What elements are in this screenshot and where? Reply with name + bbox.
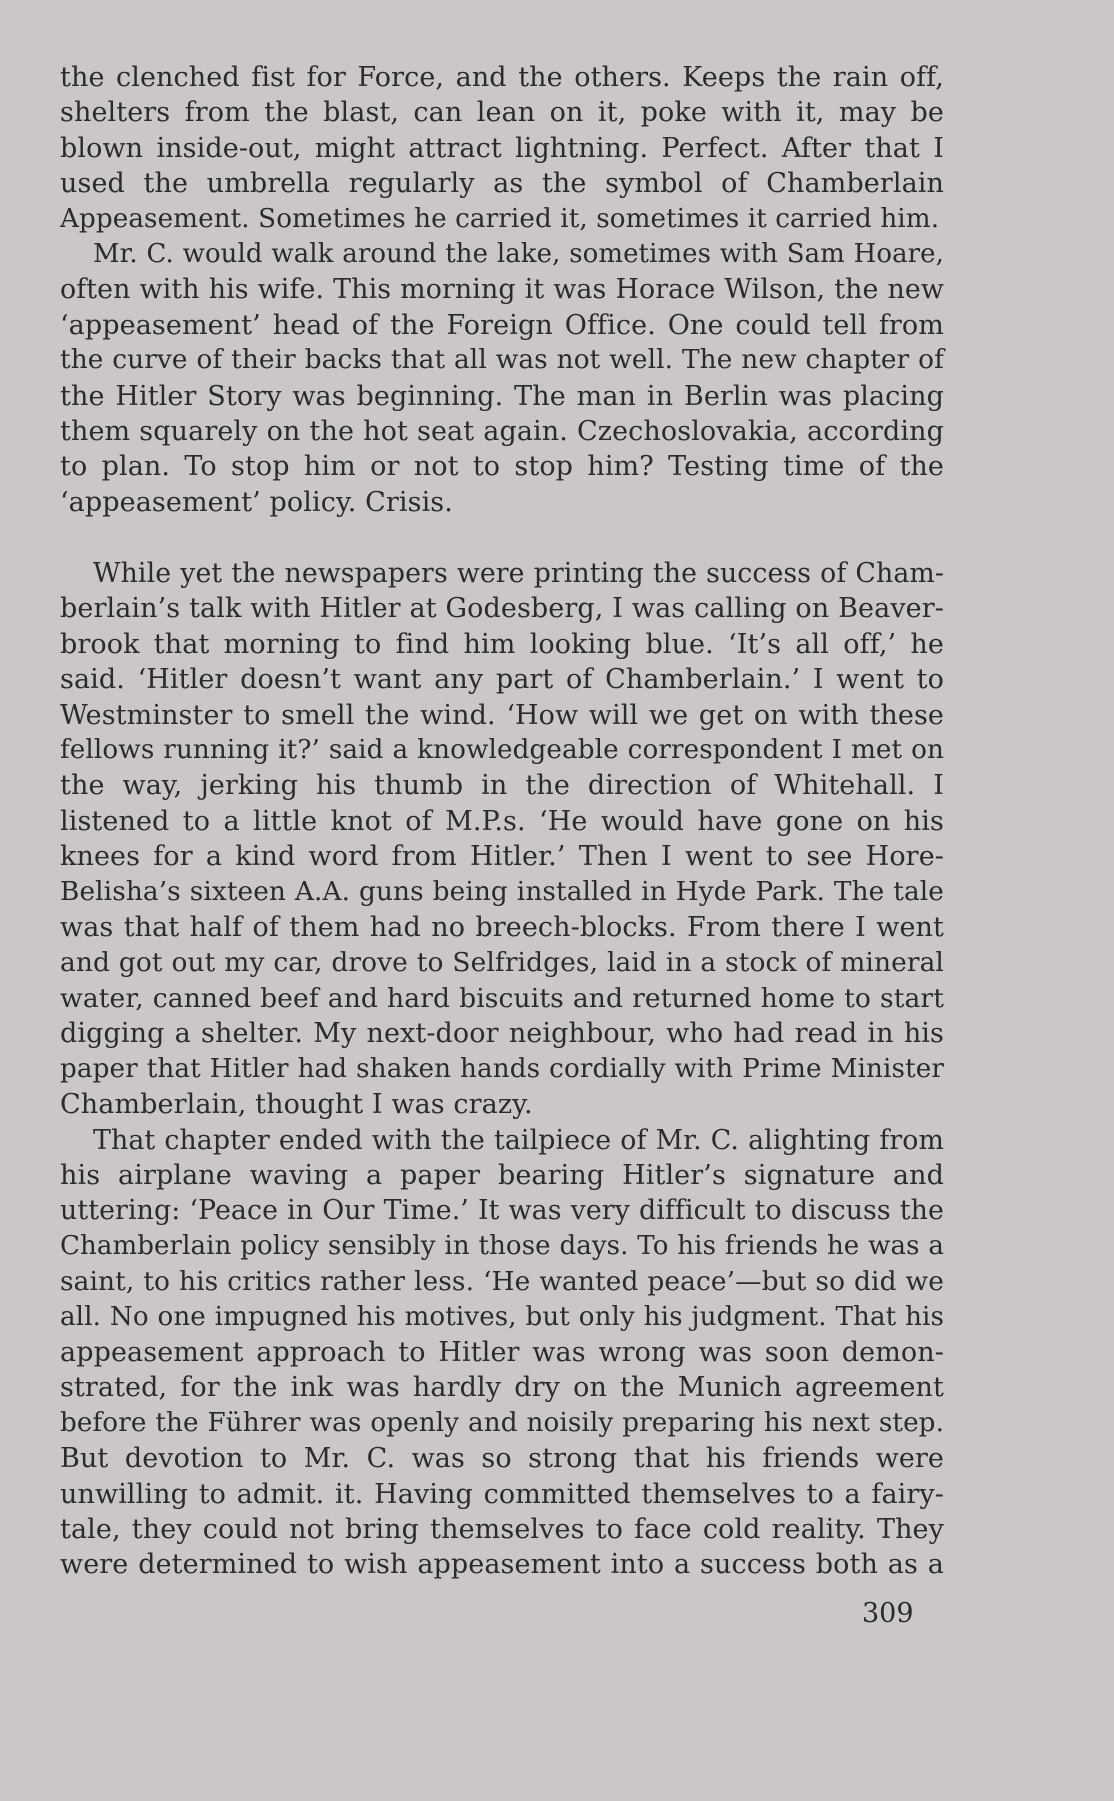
text-line: was that half of them had no breech-blocks. From there I went xyxy=(60,912,944,944)
text-line: his airplane waving a paper bearing Hitler’s signature and xyxy=(60,1159,944,1191)
text-line: ‘appeasement’ head of the Foreign Office. One could tell from xyxy=(60,309,944,341)
text-line: saint, to his critics rather less. ‘He wanted peace’—but so did we xyxy=(60,1266,944,1298)
page-number: 309 xyxy=(862,1598,914,1629)
text-line: fellows running it?’ said a knowledgeable correspondent I met on xyxy=(60,735,944,766)
text-line: water, canned beef and hard biscuits and returned home to start xyxy=(60,982,944,1014)
text-line: shelters from the blast, can lean on it, poke with it, may be xyxy=(60,97,944,129)
text-line: knees for a kind word from Hitler.’ Then I went to see Hore- xyxy=(60,841,944,873)
text-line: brook that morning to find him looking blue. ‘It’s all off,’ he xyxy=(60,628,944,660)
text-line: paper that Hitler had shaken hands cordially with Prime Minister xyxy=(60,1053,944,1084)
text-line: all. No one impugned his motives, but only his judgment. That his xyxy=(60,1301,944,1332)
text-line: them squarely on the hot seat again. Czechoslovakia, according xyxy=(60,416,944,448)
text-line: digging a shelter. My next-door neighbour, who had read in his xyxy=(60,1018,944,1050)
text-line: That chapter ended with the tailpiece of Mr. C. alighting from xyxy=(93,1124,944,1156)
text-line: Mr. C. would walk around the lake, sometimes with Sam Hoare, xyxy=(93,239,944,270)
text-line: Chamberlain, thought I was crazy. xyxy=(60,1089,533,1121)
text-line: unwilling to admit. it. Having committed themselves to a fairy- xyxy=(60,1478,944,1510)
text-line: tale, they could not bring themselves to face cold reality. They xyxy=(60,1513,944,1545)
text-block-lower xyxy=(60,556,944,1583)
text-line: used the umbrella regularly as the symbol of Chamberlain xyxy=(60,168,944,200)
text-line: But devotion to Mr. C. was so strong that his friends were xyxy=(60,1443,944,1475)
text-line: often with his wife. This morning it was Horace Wilson, the new xyxy=(60,274,944,306)
text-block-upper xyxy=(60,60,944,520)
text-line: Westminster to smell the wind. ‘How will we get on with these xyxy=(60,699,944,731)
text-line: said. ‘Hitler doesn’t want any part of Chamberlain.’ I went to xyxy=(60,664,944,696)
text-line: Appeasement. Sometimes he carried it, sometimes it carried him. xyxy=(60,203,940,234)
text-line: the way, jerking his thumb in the direction of Whitehall. I xyxy=(60,770,944,802)
text-line: Chamberlain policy sensibly in those days. To his friends he was a xyxy=(60,1230,944,1261)
text-line: ‘appeasement’ policy. Crisis. xyxy=(60,486,453,518)
text-line: appeasement approach to Hitler was wrong was soon demon- xyxy=(60,1336,944,1368)
text-line: and got out my car, drove to Selfridges, laid in a stock of mineral xyxy=(60,947,944,979)
text-line: the Hitler Story was beginning. The man in Berlin was placing xyxy=(60,380,944,412)
text-line: the curve of their backs that all was not well. The new chapter of xyxy=(60,345,944,376)
text-line: berlain’s talk with Hitler at Godesberg, I was calling on Beaver- xyxy=(60,593,944,625)
text-line: to plan. To stop him or not to stop him? Testing time of the xyxy=(60,451,944,483)
text-line: blown inside-out, might attract lightning. Perfect. After that I xyxy=(60,132,944,164)
text-line: uttering: ‘Peace in Our Time.’ It was very difficult to discuss the xyxy=(60,1195,944,1227)
text-line: listened to a little knot of M.P.s. ‘He would have gone on his xyxy=(60,805,944,837)
text-line: before the Führer was openly and noisily preparing his next step. xyxy=(60,1407,944,1438)
text-line: While yet the newspapers were printing the success of Cham- xyxy=(93,558,944,589)
text-line: strated, for the ink was hardly dry on the Munich agreement xyxy=(60,1372,944,1404)
text-line: the clenched fist for Force, and the others. Keeps the rain off, xyxy=(60,62,944,93)
text-line: Belisha’s sixteen A.A. guns being installed in Hyde Park. The tale xyxy=(60,876,944,907)
text-line: were determined to wish appeasement into a success both as a xyxy=(60,1549,944,1581)
